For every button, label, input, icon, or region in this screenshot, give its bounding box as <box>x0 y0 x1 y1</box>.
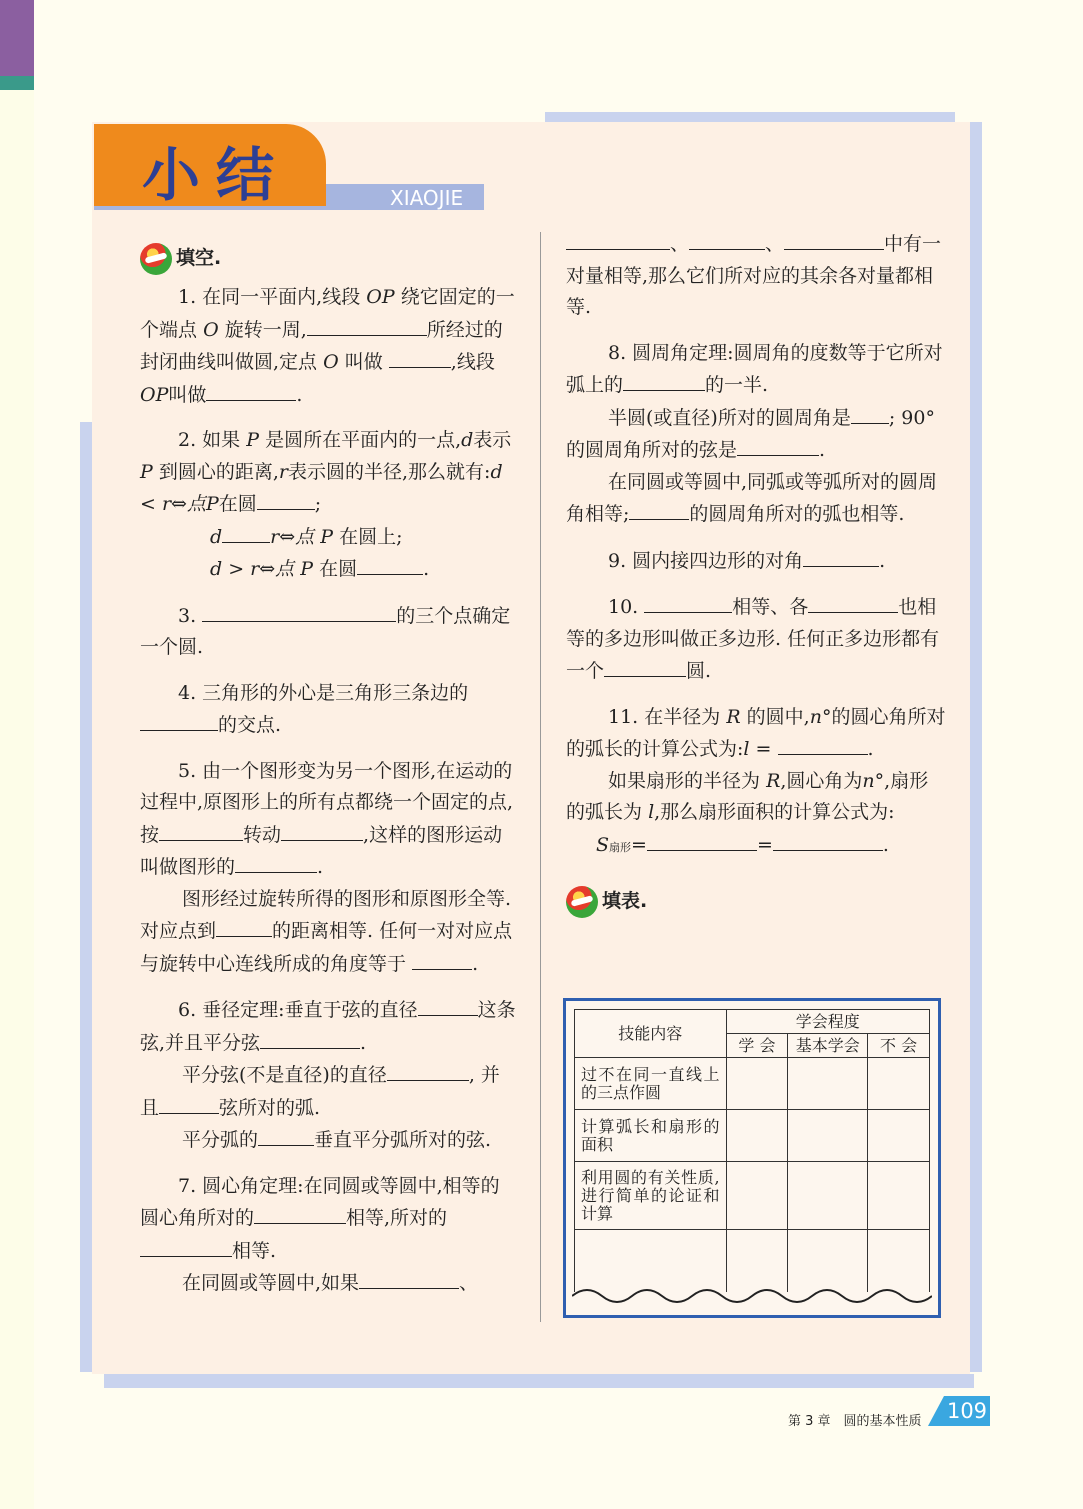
header-degree: 学会程度 <box>726 1010 929 1034</box>
item-2-line3: d > r⇔点 P 在圆 . <box>140 553 518 586</box>
skill-table <box>574 1009 930 1292</box>
page-tab-corner <box>928 1396 944 1426</box>
section-fill-blank <box>140 244 518 274</box>
check-cell[interactable] <box>868 1110 930 1162</box>
header-learned: 学 会 <box>726 1034 788 1058</box>
section-badge-icon <box>140 243 172 275</box>
item-7-b: 在同圆或等圆中,如果 、 <box>140 1267 518 1300</box>
panel-shadow <box>104 1374 974 1388</box>
header-skill: 技能内容 <box>575 1010 727 1058</box>
section-label: 填空. <box>176 247 222 270</box>
item-8-b: 半圆(或直径)所对的圆周角是 ; 90°的圆周角所对的弦是 . <box>566 402 946 467</box>
header-basic: 基本学会 <box>788 1034 868 1058</box>
check-cell[interactable] <box>868 1162 930 1230</box>
section-label: 填表. <box>602 890 648 913</box>
check-cell[interactable] <box>868 1058 930 1110</box>
right-column <box>566 228 946 917</box>
item-6-b: 平分弦(不是直径)的直径 , 并且 弦所对的弧. <box>140 1059 518 1124</box>
item-2-line2: d r⇔点 P 在圆上; <box>140 521 518 554</box>
item-4: 4. 三角形的外心是三角形三条边的的交点. <box>140 678 518 742</box>
item-7: 7. 圆心角定理:在同圆或等圆中,相等的圆心角所对的 相等,所对的相等. <box>140 1174 500 1262</box>
check-cell[interactable] <box>726 1058 788 1110</box>
section-badge-icon <box>566 886 598 918</box>
chapter-footer: 第 3 章 圆的基本性质 <box>788 1414 922 1429</box>
left-column <box>140 244 518 1300</box>
item-2: 2. 如果 P 是圆所在平面内的一点,d表示 P 到圆心的距离,r表示圆的半径,那么就有:d < r⇔点P在圆 ; <box>140 429 512 515</box>
table-row: 过不在同一直线上的三点作圆 <box>575 1058 930 1110</box>
torn-edge-wave <box>572 1281 932 1311</box>
check-cell[interactable] <box>788 1162 868 1230</box>
table-row: 计算弧长和扇形的面积 <box>575 1110 930 1162</box>
check-cell[interactable] <box>788 1058 868 1110</box>
item-11-formula: S扇形= = . <box>566 829 946 864</box>
item-1: 1. 在同一平面内,线段 OP 绕它固定的一个端点 O 旋转一周, 所经过的封闭曲线叫做圆,定点 O 叫做 ,线段OP叫做 . <box>140 286 515 406</box>
item-11: 11. 在半径为 R 的圆中,n°的圆心角所对的弧长的计算公式为:l = . <box>566 705 946 760</box>
edge-strip <box>0 90 34 1509</box>
check-cell[interactable] <box>788 1110 868 1162</box>
section-fill-table <box>566 887 946 917</box>
item-8-c: 在同圆或等圆中,同弧或等弧所对的圆周角相等; 的圆周角所对的弧也相等. <box>566 470 938 525</box>
edge-tab-purple <box>0 0 34 76</box>
check-cell[interactable] <box>726 1162 788 1230</box>
page-number: 109 <box>944 1396 990 1426</box>
panel-shadow <box>968 122 982 1372</box>
item-5-b: 图形经过旋转所得的图形和原图形全等. 对应点到 的距离相等. 任何一对对应点与旋转中心连线所成的角度等于 . <box>140 887 513 975</box>
item-10: 10. 相等、各 也相等的多边形叫做正多边形. 任何正多边形都有一个 圆. <box>566 591 946 688</box>
table-row: 利用圆的有关性质,进行简单的论证和计算 <box>575 1162 930 1230</box>
item-8: 8. 圆周角定理:圆周角的度数等于它所对弧上的 的一半. <box>566 341 943 396</box>
item-11-b: 如果扇形的半径为 R,圆心角为n°,扇形的弧长为 l,那么扇形面积的计算公式为: <box>566 769 929 823</box>
item-7-cont: 、 、 中有一对量相等,那么它们所对应的其余各对量都相等. <box>566 228 946 324</box>
item-9: 9. 圆内接四边形的对角 . <box>566 545 946 578</box>
edge-tab-teal <box>0 76 34 90</box>
header-not: 不 会 <box>868 1034 930 1058</box>
column-divider <box>540 232 541 1322</box>
item-6-c: 平分弧的 垂直平分弧所对的弦. <box>140 1124 518 1157</box>
page-subtitle: XIAOJIE <box>390 186 464 210</box>
page-title: 小结 <box>142 141 291 209</box>
check-cell[interactable] <box>726 1110 788 1162</box>
skill-table-frame <box>563 998 941 1318</box>
item-6: 6. 垂径定理:垂直于弦的直径 这条弦,并且平分弦 . <box>140 994 518 1059</box>
item-3: 3. 的三个点确定一个圆. <box>140 600 518 664</box>
item-5: 5. 由一个图形变为另一个图形,在运动的过程中,原图形上的所有点都绕一个固定的点,按 转动 ,这样的图形运动叫做图形的 . <box>140 759 514 878</box>
